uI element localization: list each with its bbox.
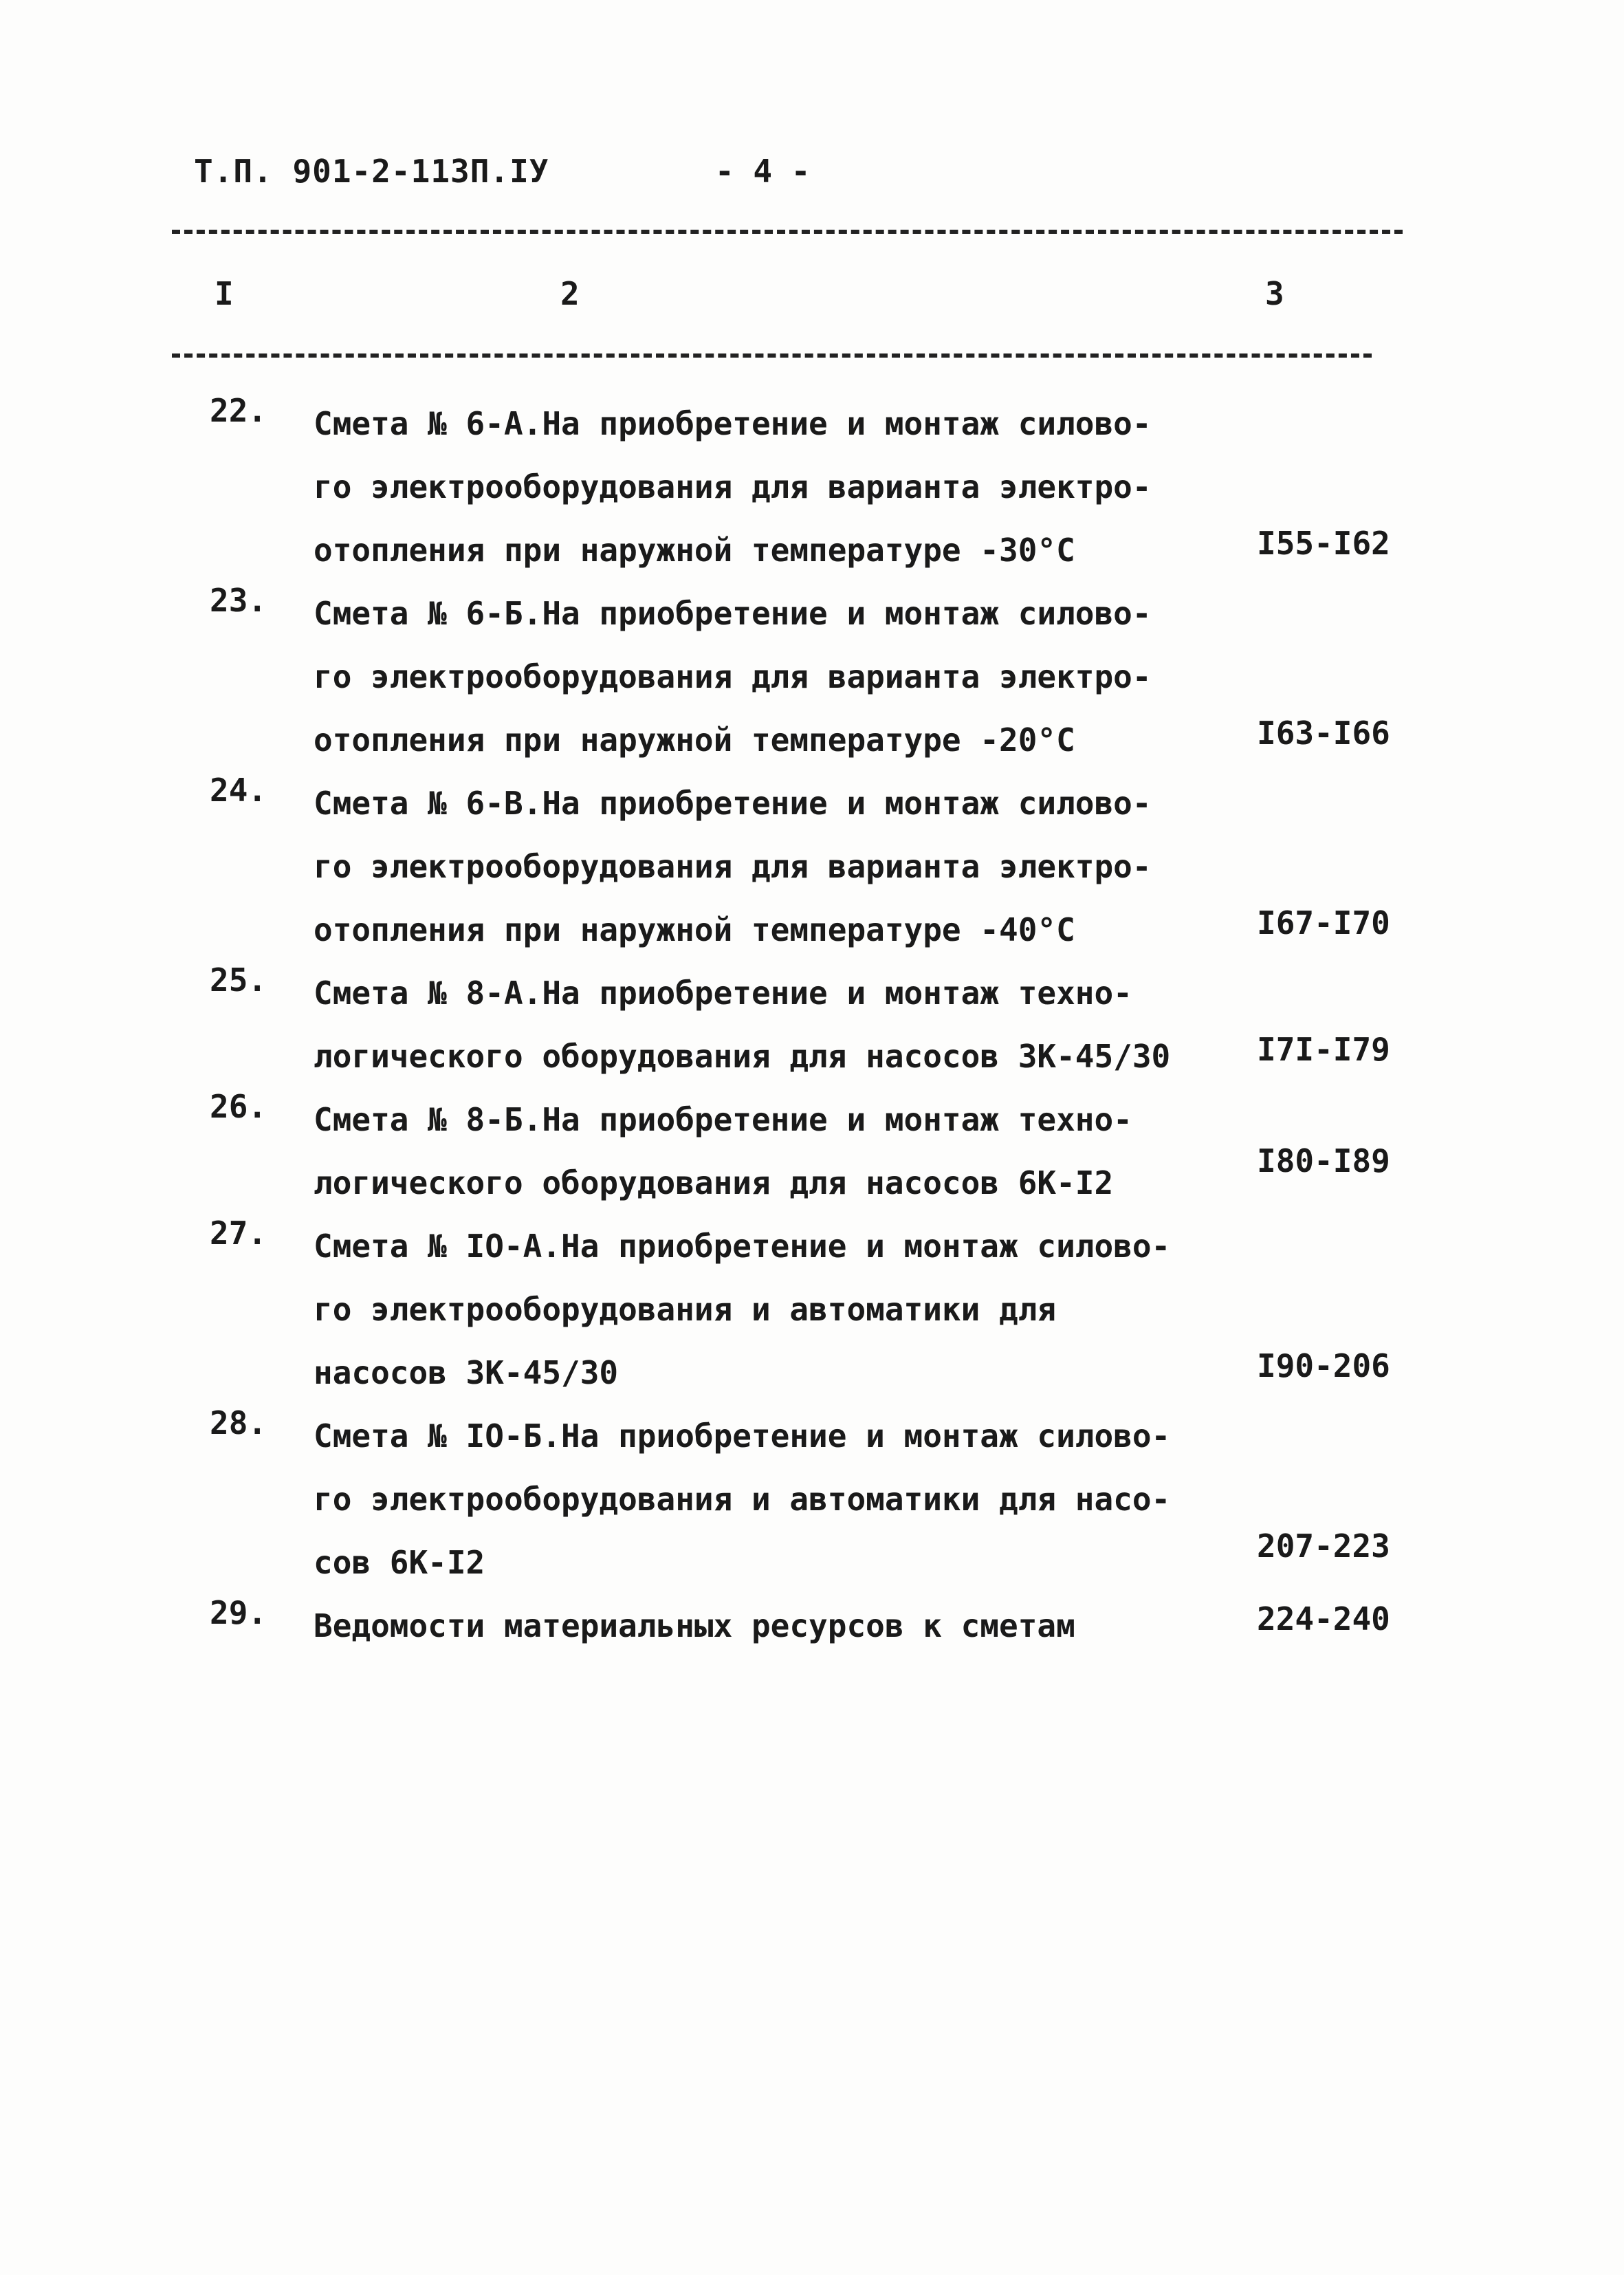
entry-number: 25. — [210, 961, 267, 999]
entry-title: Смета № 6-В.На приобретение и монтаж силово- го электрооборудования для варианта электро- отопления при наружной температуре -40°C — [314, 785, 1152, 948]
entry-title: Смета № 8-Б.На приобретение и монтаж техно- логического оборудования для насосов 6К-I2 — [314, 1101, 1132, 1201]
column-header-2: 2 — [560, 275, 580, 312]
entry-number: 26. — [210, 1088, 267, 1125]
entry-pages: I63-I66 — [1257, 715, 1390, 752]
page-number: - 4 - — [715, 153, 811, 190]
entry-pages: 207-223 — [1257, 1527, 1390, 1565]
entry-pages: I80-I89 — [1257, 1142, 1390, 1179]
entry-pages: I55-I62 — [1257, 525, 1390, 562]
entry-title: Смета № 6-Б.На приобретение и монтаж силово- го электрооборудования для варианта электро- отопления при наружной температуре -20°C — [314, 595, 1152, 759]
entry-number: 27. — [210, 1215, 267, 1252]
contents-list — [0, 392, 1624, 1657]
entry-number: 23. — [210, 582, 267, 619]
document-code: Т.П. 901-2-113П.IУ — [194, 153, 549, 190]
column-header-3: 3 — [1265, 275, 1284, 312]
entry-number: 22. — [210, 392, 267, 429]
table-header-rule — [172, 353, 1372, 358]
entry-title: Смета № 8-А.На приобретение и монтаж техно- логического оборудования для насосов ЗК-45/30 — [314, 975, 1171, 1075]
entry-title: Смета № IO-А.На приобретение и монтаж силово- го электрооборудования и автоматики для насосов ЗК-45/30 — [314, 1228, 1171, 1391]
entry-number: 24. — [210, 772, 267, 809]
entry-title: Смета № 6-А.На приобретение и монтаж силово- го электрооборудования для варианта электро- отопления при наружной температуре -30°C — [314, 405, 1152, 569]
list-item — [0, 1594, 1624, 1657]
list-item — [0, 1088, 1624, 1215]
entry-title: Смета № IO-Б.На приобретение и монтаж силово- го электрооборудования и автоматики для насо- сов 6К-I2 — [314, 1417, 1171, 1581]
entry-pages: 224-240 — [1257, 1600, 1390, 1637]
list-item — [0, 1215, 1624, 1404]
list-item — [0, 772, 1624, 961]
entry-number: 28. — [210, 1404, 267, 1441]
column-header-1: I — [215, 275, 234, 312]
entry-pages: I7I-I79 — [1257, 1031, 1390, 1068]
entry-number: 29. — [210, 1594, 267, 1631]
list-item — [0, 1404, 1624, 1594]
entry-pages: I90-206 — [1257, 1347, 1390, 1384]
entry-pages: I67-I70 — [1257, 904, 1390, 941]
list-item — [0, 392, 1624, 582]
list-item — [0, 582, 1624, 772]
table-top-rule — [172, 230, 1403, 234]
entry-title: Ведомости материальных ресурсов к сметам — [314, 1607, 1075, 1644]
list-item — [0, 961, 1624, 1088]
